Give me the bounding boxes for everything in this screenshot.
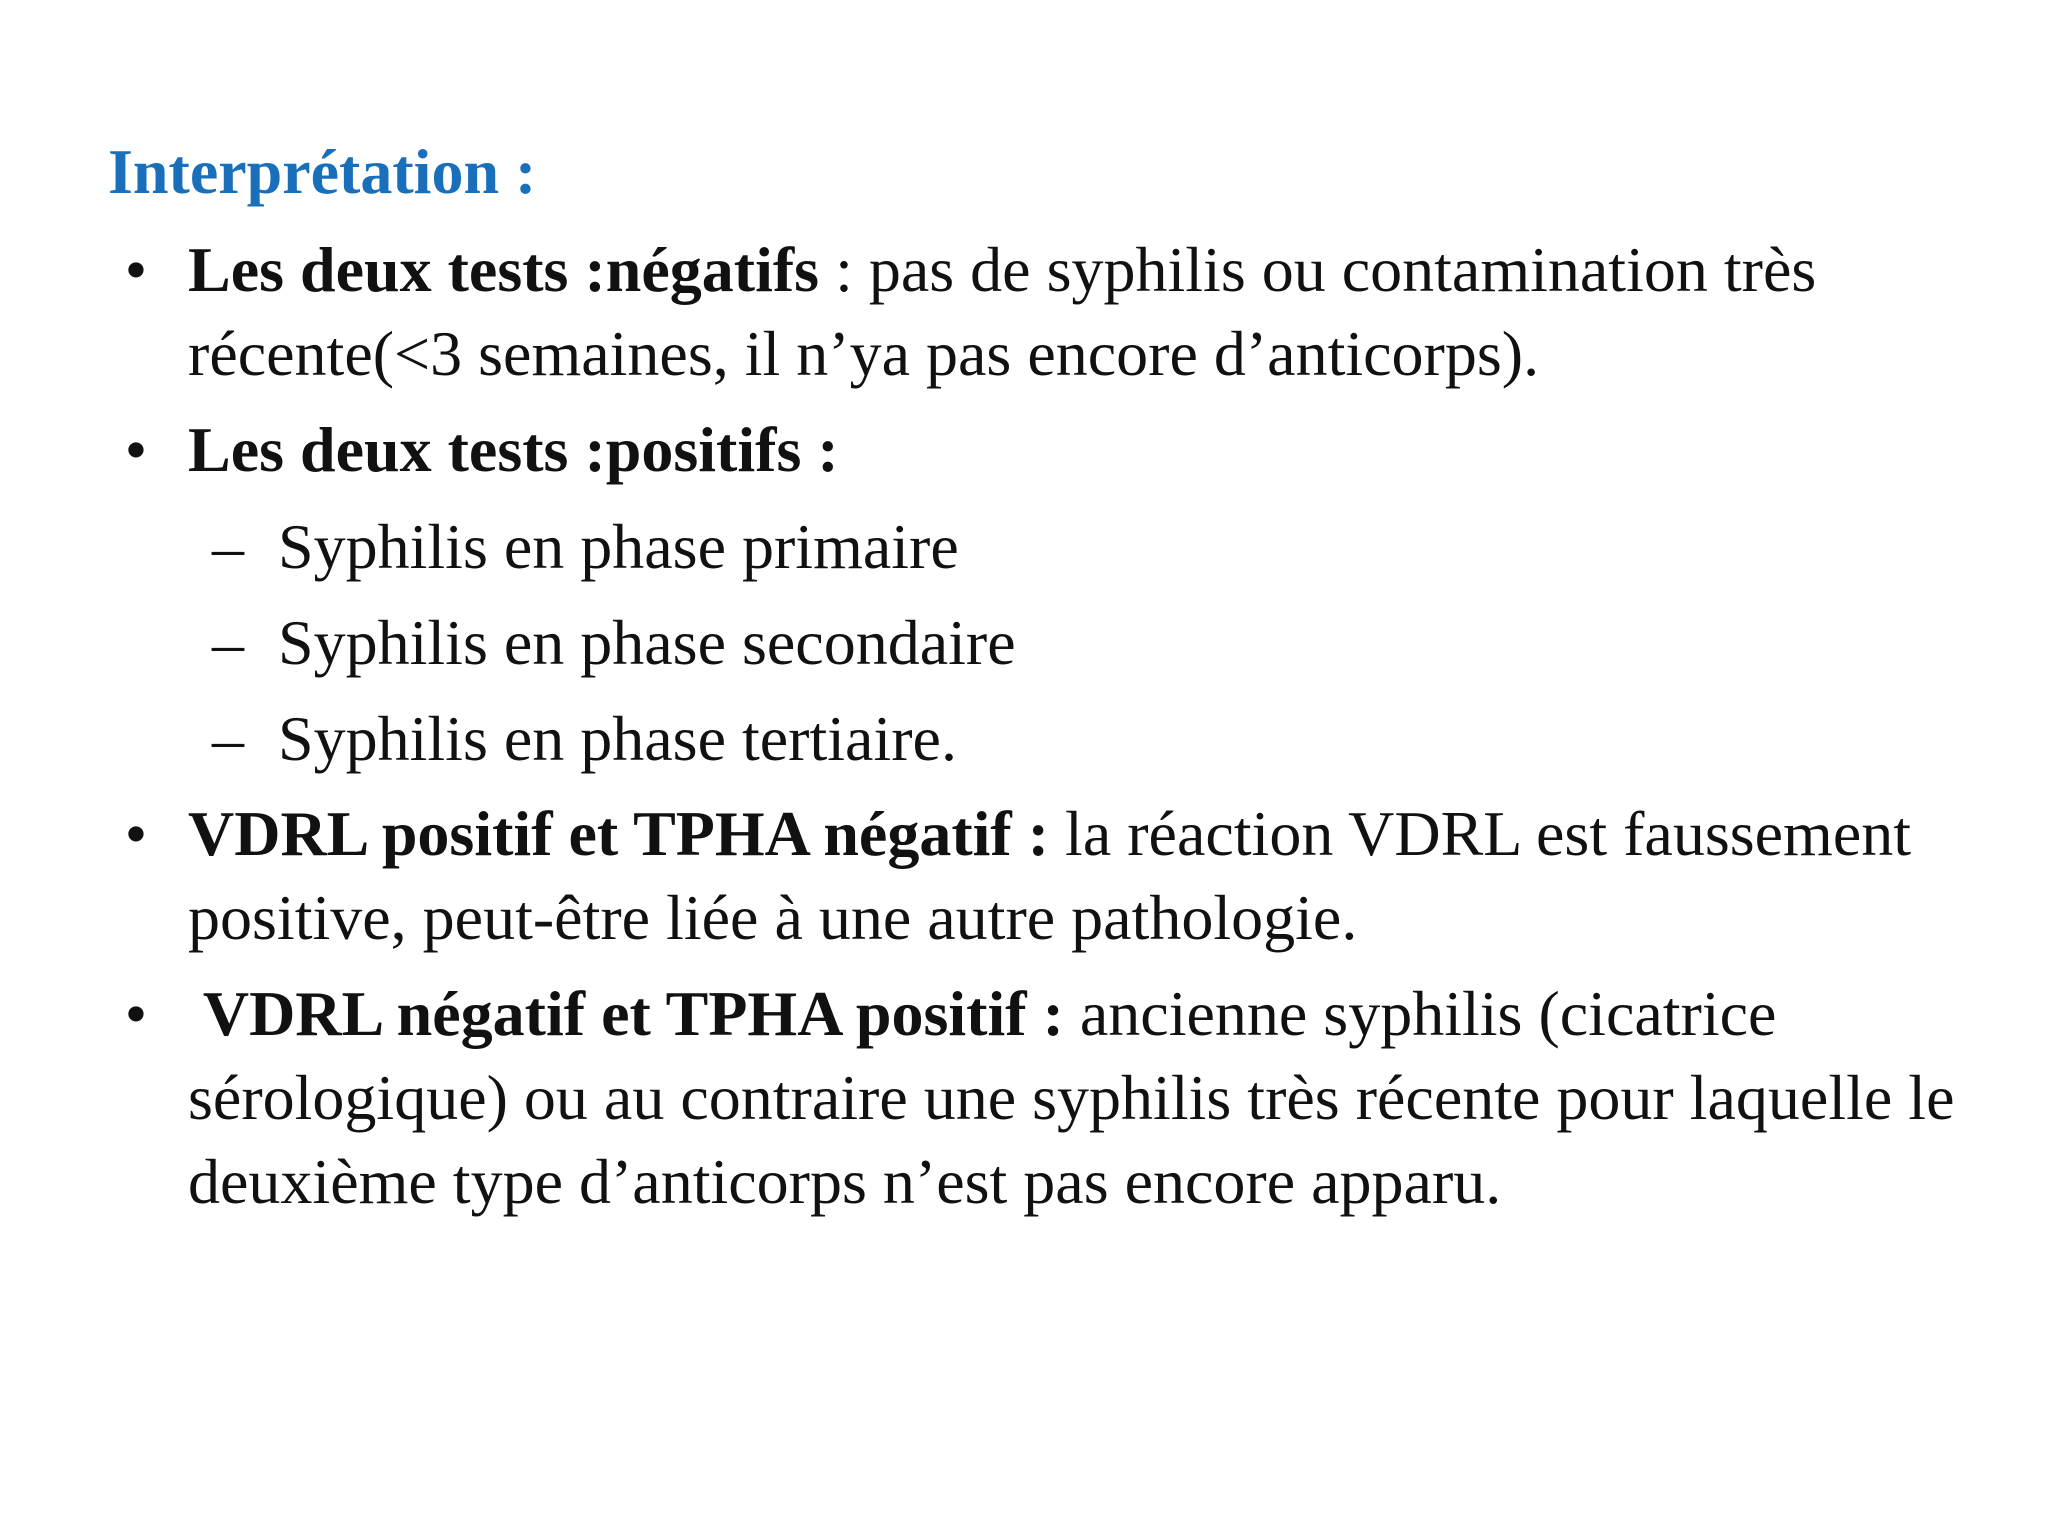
- sub-item-text: Syphilis en phase secondaire: [278, 607, 1016, 678]
- bullet-icon: •: [124, 978, 148, 1049]
- sub-item-text: Syphilis en phase primaire: [278, 511, 959, 582]
- bullet-item-vdrl-negative: [124, 972, 1968, 1224]
- bullet-icon: •: [124, 234, 148, 305]
- bullet-text: : pas de syphilis ou contamination très récente(<3 semaines, il n’ya pas encore d’anticorps).: [188, 234, 1817, 389]
- bullet-bold-label: Les deux tests :négatifs: [188, 234, 820, 305]
- bullet-bold-label: VDRL négatif et TPHA positif :: [188, 978, 1064, 1049]
- dash-icon: –: [212, 703, 244, 774]
- dash-icon: –: [212, 511, 244, 582]
- slide-title: Interprétation :: [108, 136, 537, 207]
- sub-item-tertiary: [212, 697, 957, 781]
- bullet-item-both-positive: [124, 408, 1968, 492]
- bullet-text: ancienne syphilis (cicatrice sérologique) ou au contraire une syphilis très récente pour laquelle le deuxième type d’anticorps n’est pas encore apparu.: [188, 978, 1955, 1217]
- bullet-icon: •: [124, 414, 148, 485]
- bullet-icon: •: [124, 798, 148, 869]
- bullet-item-vdrl-positive: [124, 792, 1968, 960]
- bullet-item-both-negative: [124, 228, 1968, 396]
- bullet-bold-label: VDRL positif et TPHA négatif :: [188, 798, 1050, 869]
- bullet-bold-label: Les deux tests :positifs :: [188, 414, 839, 485]
- sub-item-secondary: [212, 601, 1016, 685]
- sub-item-text: Syphilis en phase tertiaire.: [278, 703, 957, 774]
- dash-icon: –: [212, 607, 244, 678]
- sub-item-primary: [212, 505, 959, 589]
- bullet-text: la réaction VDRL est faussement positive, peut-être liée à une autre pathologie.: [188, 798, 1911, 953]
